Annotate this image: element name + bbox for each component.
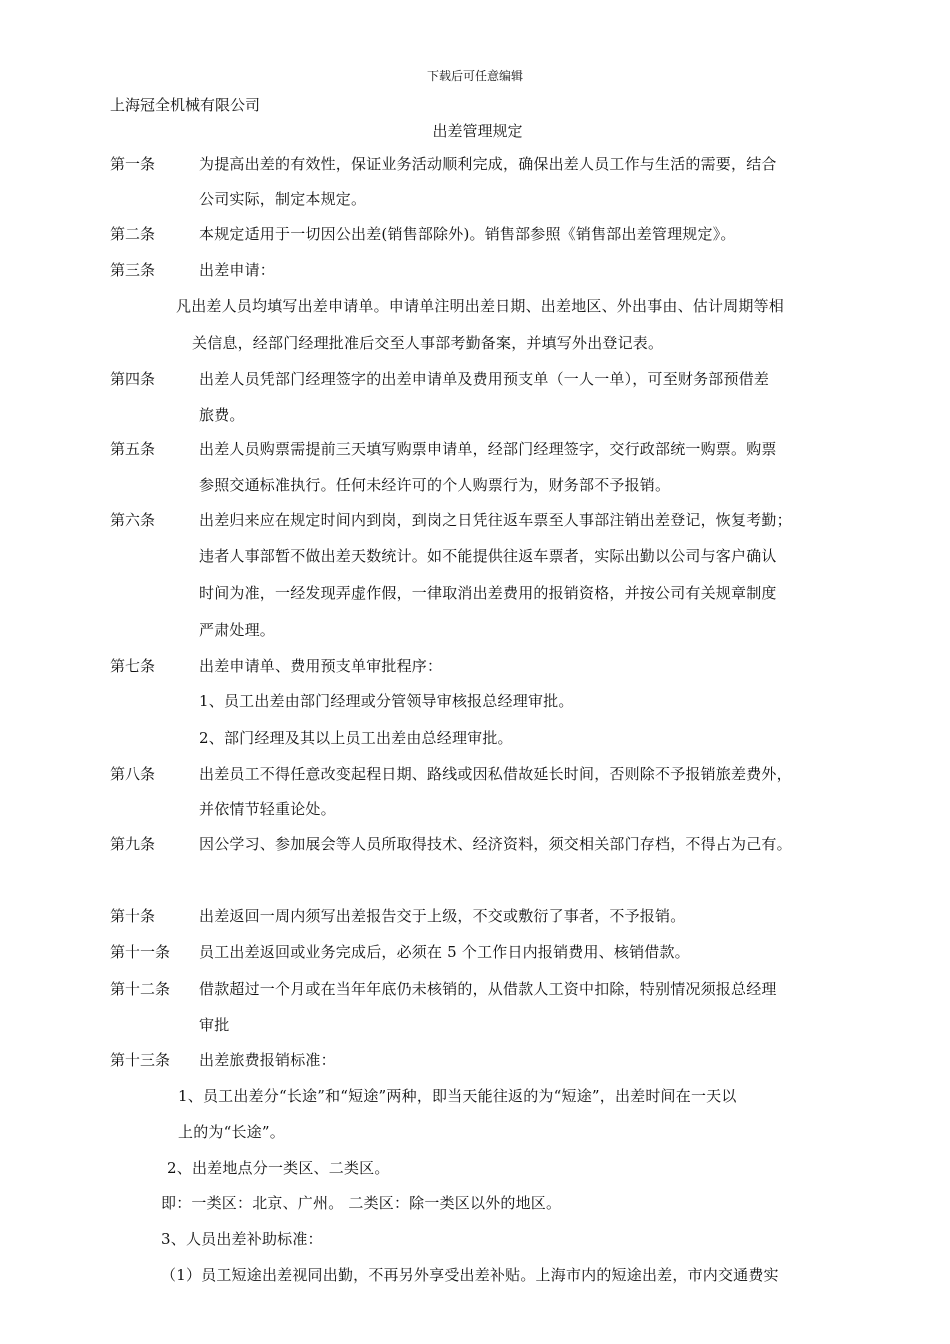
article-line: 员工出差返回或业务完成后，必须在 5 个工作日内报销费用、核销借款。	[199, 943, 690, 961]
article-label: 第十二条	[110, 980, 171, 998]
article-line: 因公学习、参加展会等人员所取得技术、经济资料，须交相关部门存档，不得占为己有。	[199, 835, 792, 853]
article-line: 出差返回一周内须写出差报告交于上级，不交或敷衍了事者，不予报销。	[199, 907, 686, 925]
article-line: 并依情节轻重论处。	[199, 800, 336, 818]
article-label: 第六条	[110, 511, 156, 529]
article-label: 第十条	[110, 907, 156, 925]
article-line: 上的为“长途”。	[178, 1123, 285, 1141]
article-label: 第十三条	[110, 1051, 171, 1069]
article-label: 第八条	[110, 765, 156, 783]
article-line: 1、员工出差分“长途”和“短途”两种，即当天能往返的为“短途”，出差时间在一天以	[178, 1087, 737, 1105]
article-line: 2、出差地点分一类区、二类区。	[167, 1159, 390, 1177]
article-line: 审批	[199, 1016, 230, 1034]
article-label: 第五条	[110, 440, 156, 458]
document-title: 出差管理规定	[432, 122, 523, 140]
article-line: 本规定适用于一切因公出差(销售部除外)。销售部参照《销售部出差管理规定》。	[199, 225, 736, 243]
article-line: 出差人员购票需提前三天填写购票申请单，经部门经理签字，交行政部统一购票。购票	[199, 440, 777, 458]
article-line: 出差申请单、费用预支单审批程序：	[199, 657, 443, 675]
article-label: 第一条	[110, 155, 156, 173]
article-label: 第七条	[110, 657, 156, 675]
article-line: 出差归来应在规定时间内到岗，到岗之日凭往返车票至人事部注销出差登记，恢复考勤；	[199, 511, 792, 529]
article-line: 出差旅费报销标准：	[199, 1051, 336, 1069]
article-label: 第九条	[110, 835, 156, 853]
article-line: 旅费。	[199, 406, 245, 424]
article-line: 凡出差人员均填写出差申请单。申请单注明出差日期、出差地区、外出事由、估计周期等相	[176, 297, 785, 315]
article-line: 出差员工不得任意改变起程日期、路线或因私借故延长时间，否则除不予报销旅差费外，	[199, 765, 792, 783]
article-line: 参照交通标准执行。任何未经许可的个人购票行为，财务部不予报销。	[199, 476, 671, 494]
article-line: 1、员工出差由部门经理或分管领导审核报总经理审批。	[199, 692, 574, 710]
article-line: 2、部门经理及其以上员工出差由总经理审批。	[199, 729, 513, 747]
article-line: 出差人员凭部门经理签字的出差申请单及费用预支单（一人一单），可至财务部预借差	[199, 370, 770, 388]
article-line: （1）员工短途出差视同出勤，不再另外享受出差补贴。上海市内的短途出差，市内交通费实	[161, 1266, 779, 1284]
header-note: 下载后可任意编辑	[426, 69, 523, 83]
article-line: 时间为准，一经发现弄虚作假，一律取消出差费用的报销资格，并按公司有关规章制度	[199, 584, 777, 602]
article-line: 关信息，经部门经理批准后交至人事部考勤备案，并填写外出登记表。	[192, 334, 664, 352]
article-line: 为提高出差的有效性，保证业务活动顺利完成，确保出差人员工作与生活的需要，结合	[199, 155, 777, 173]
article-label: 第二条	[110, 225, 156, 243]
article-line: 出差申请：	[199, 261, 276, 279]
article-line: 即：一类区：北京、广州。 二类区：除一类区以外的地区。	[161, 1194, 562, 1212]
article-line: 公司实际，制定本规定。	[199, 190, 367, 208]
article-label: 第三条	[110, 261, 156, 279]
article-line: 3、人员出差补助标准：	[161, 1230, 323, 1248]
article-line: 违者人事部暂不做出差天数统计。如不能提供往返车票者，实际出勤以公司与客户确认	[199, 547, 777, 565]
article-line: 严肃处理。	[199, 621, 276, 639]
article-label: 第四条	[110, 370, 156, 388]
article-line: 借款超过一个月或在当年年底仍未核销的，从借款人工资中扣除，特别情况须报总经理	[199, 980, 777, 998]
article-label: 第十一条	[110, 943, 171, 961]
company-name: 上海冠全机械有限公司	[110, 96, 261, 114]
